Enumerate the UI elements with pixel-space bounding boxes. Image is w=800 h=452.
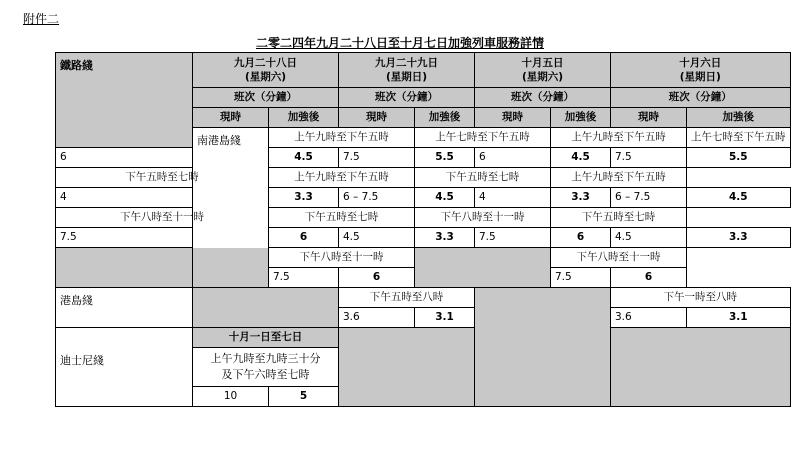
enhanced-value: 3.3 bbox=[551, 188, 611, 208]
enhanced-value: 3.3 bbox=[269, 188, 339, 208]
current-value: 6 – 7.5 bbox=[339, 188, 415, 208]
current-value: 4 bbox=[475, 188, 551, 208]
header-day-3: 十月五日 (星期六) bbox=[475, 53, 611, 88]
period-cell: 上午九時至下午五時 bbox=[269, 168, 415, 188]
current-value: 4.5 bbox=[611, 228, 687, 248]
current-value: 10 bbox=[193, 387, 269, 407]
period-cell: 下午五時至八時 bbox=[339, 288, 475, 308]
current-value: 7.5 bbox=[56, 228, 193, 248]
enhanced-value: 3.3 bbox=[415, 228, 475, 248]
empty-cell bbox=[415, 248, 551, 288]
period-cell: 下午五時至七時 bbox=[551, 208, 687, 228]
enhanced-value: 5 bbox=[269, 387, 339, 407]
current-value: 7.5 bbox=[475, 228, 551, 248]
header-enhanced: 加強後 bbox=[269, 108, 339, 128]
enhanced-value: 6 bbox=[339, 268, 415, 288]
empty-cell bbox=[339, 328, 475, 407]
current-value: 6 bbox=[475, 148, 551, 168]
current-value: 6 – 7.5 bbox=[611, 188, 687, 208]
header-enhanced: 加強後 bbox=[415, 108, 475, 128]
train-service-table bbox=[55, 52, 791, 407]
period-cell: 上午七時至下午五時 bbox=[687, 128, 791, 148]
enhanced-value: 5.5 bbox=[687, 148, 791, 168]
current-value: 6 bbox=[56, 148, 193, 168]
line-disneyland: 迪士尼綫 bbox=[56, 348, 193, 407]
header-enhanced: 加強後 bbox=[687, 108, 791, 128]
header-railway-line: 鐵路綫 bbox=[56, 53, 193, 148]
line-south-island: 南港島綫 bbox=[193, 128, 269, 288]
period-cell: 上午九時至下午五時 bbox=[269, 128, 415, 148]
enhanced-value: 3.1 bbox=[415, 308, 475, 328]
period-cell: 上午九時至九時三十分 及下午六時至七時 bbox=[193, 348, 339, 387]
spacer-cell bbox=[56, 328, 193, 348]
enhanced-value: 6 bbox=[269, 228, 339, 248]
empty-cell bbox=[611, 328, 791, 407]
header-frequency: 班次（分鐘） bbox=[611, 88, 791, 108]
enhanced-value: 4.5 bbox=[687, 188, 791, 208]
enhanced-value: 4.5 bbox=[551, 148, 611, 168]
disney-period-header: 十月一日至七日 bbox=[193, 328, 339, 348]
header-current: 現時 bbox=[339, 108, 415, 128]
header-day-1: 九月二十八日 (星期六) bbox=[193, 53, 339, 88]
current-value: 3.6 bbox=[611, 308, 687, 328]
header-current: 現時 bbox=[475, 108, 551, 128]
enhanced-value: 5.5 bbox=[415, 148, 475, 168]
line-island: 港島綫 bbox=[56, 288, 193, 328]
period-cell: 下午八時至十一時 bbox=[56, 208, 269, 228]
header-frequency: 班次（分鐘） bbox=[339, 88, 475, 108]
current-value: 3.6 bbox=[339, 308, 415, 328]
current-value: 7.5 bbox=[269, 268, 339, 288]
period-cell: 下午一時至八時 bbox=[611, 288, 791, 308]
header-enhanced: 加強後 bbox=[551, 108, 611, 128]
current-value: 7.5 bbox=[551, 268, 611, 288]
header-current: 現時 bbox=[611, 108, 687, 128]
enhanced-value: 4.5 bbox=[415, 188, 475, 208]
current-value: 4 bbox=[56, 188, 193, 208]
period-cell: 下午五時至七時 bbox=[269, 208, 415, 228]
header-day-4: 十月六日 (星期日) bbox=[611, 53, 791, 88]
empty-cell bbox=[56, 248, 269, 288]
enhanced-value: 6 bbox=[551, 228, 611, 248]
period-cell: 下午五時至七時 bbox=[56, 168, 269, 188]
header-day-2: 九月二十九日 (星期日) bbox=[339, 53, 475, 88]
enhanced-value: 3.1 bbox=[687, 308, 791, 328]
empty-cell bbox=[475, 288, 611, 407]
header-frequency: 班次（分鐘） bbox=[193, 88, 339, 108]
period-cell: 下午八時至十一時 bbox=[551, 248, 687, 268]
enhanced-value: 3.3 bbox=[687, 228, 791, 248]
current-value: 7.5 bbox=[339, 148, 415, 168]
period-cell: 上午九時至下午五時 bbox=[551, 128, 687, 148]
period-cell: 上午七時至下午五時 bbox=[415, 128, 551, 148]
current-value: 4.5 bbox=[339, 228, 415, 248]
enhanced-value: 4.5 bbox=[269, 148, 339, 168]
period-cell: 下午八時至十一時 bbox=[269, 248, 415, 268]
enhanced-value: 6 bbox=[611, 268, 687, 288]
current-value: 7.5 bbox=[611, 148, 687, 168]
period-cell: 上午九時至下午五時 bbox=[551, 168, 687, 188]
document-title: 二零二四年九月二十八日至十月七日加強列車服務詳情 bbox=[255, 36, 544, 50]
header-current: 現時 bbox=[193, 108, 269, 128]
empty-cell bbox=[193, 288, 339, 328]
annex-label: 附件二 bbox=[23, 12, 60, 26]
period-cell: 下午八時至十一時 bbox=[415, 208, 551, 228]
header-frequency: 班次（分鐘） bbox=[475, 88, 611, 108]
period-cell: 下午五時至七時 bbox=[415, 168, 551, 188]
